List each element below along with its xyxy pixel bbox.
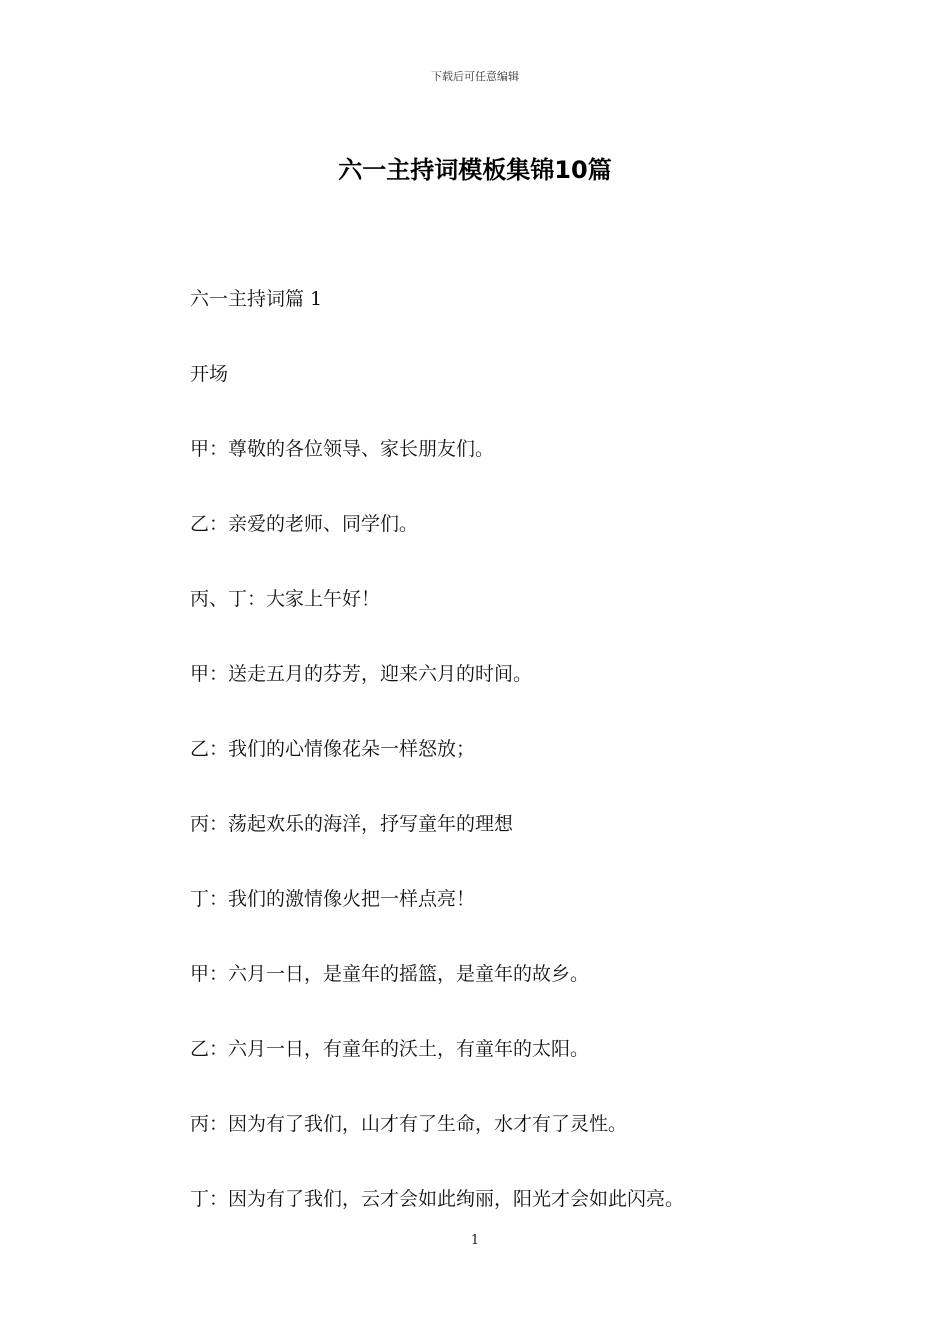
text-line: 丙：因为有了我们，山才有了生命，水才有了灵性。 [190,1113,628,1135]
text-line: 乙：亲爱的老师、同学们。 [190,513,419,535]
body-text [190,283,830,1258]
text-line: 丙、丁：大家上午好！ [190,588,381,610]
page-number: 1 [470,1233,480,1248]
text-line: 甲：六月一日，是童年的摇篮，是童年的故乡。 [190,963,590,985]
section-heading: 六一主持词篇 1 [190,288,323,310]
text-line: 丁：我们的激情像火把一样点亮！ [190,888,476,910]
text-line: 乙：六月一日，有童年的沃土，有童年的太阳。 [190,1038,590,1060]
header-note: 下载后可任意编辑 [431,70,519,83]
text-line: 甲：送走五月的芬芳，迎来六月的时间。 [190,663,533,685]
text-line: 乙：我们的心情像花朵一样怒放； [190,738,476,760]
document-title: 六一主持词模板集锦10篇 [338,156,612,184]
text-line: 丁：因为有了我们，云才会如此绚丽，阳光才会如此闪亮。 [190,1188,685,1210]
text-line: 甲：尊敬的各位领导、家长朋友们。 [190,438,495,460]
text-line: 丙：荡起欢乐的海洋，抒写童年的理想 [190,813,514,835]
text-line: 开场 [190,363,229,385]
